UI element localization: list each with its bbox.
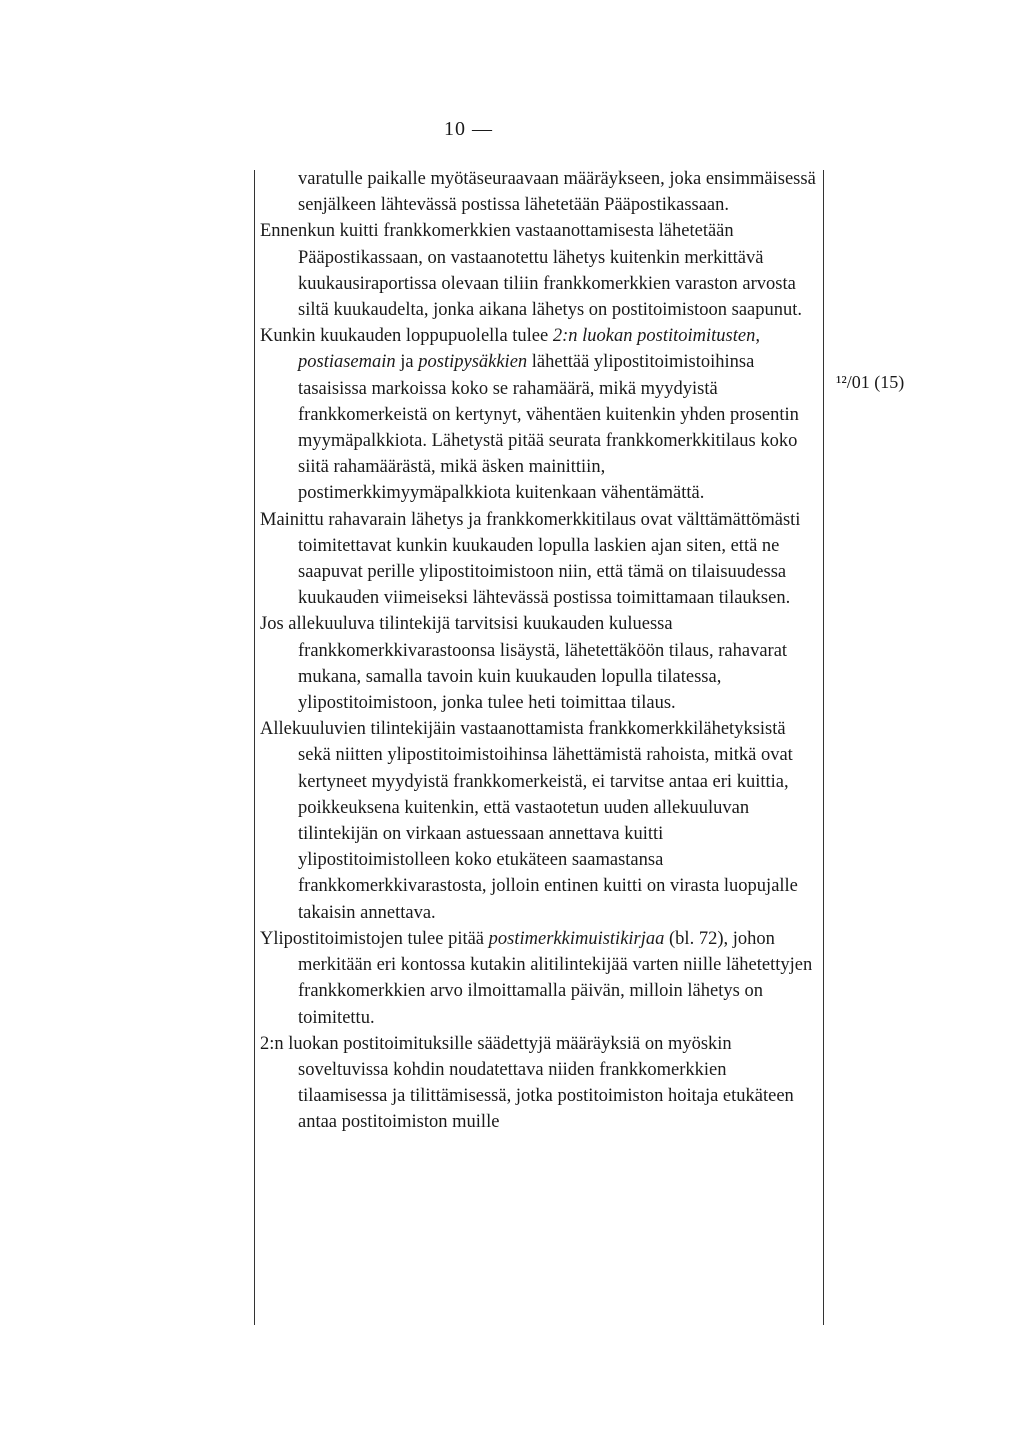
left-margin-rule bbox=[254, 170, 255, 1325]
paragraph: varatulle paikalle myötäseuraavaan määräykseen, joka ensimmäisessä senjälkeen lähtevässä postissa lähetetään Pääpostikassaan. bbox=[298, 169, 816, 216]
paragraph bbox=[260, 323, 816, 506]
paragraph: Allekuuluvien tilintekijäin vastaanottamista frankkomerkkilähetyksistä sekä niitten ylipostitoimistoihinsa lähettämistä rahoista, mitkä ovat kertyneet myydyistä frankkomerkeistä, ei tarvitse antaa eri kuittia, poikkeuksena kuitenkin, että vastaotetun uuden allekuuluvan tilintekijän on virkaan astuessaan annettava kuitti ylipostitoimistolleen koko etukäteen saamastansa frankkomerkkivarastosta, jolloin entinen kuitti on virasta luopujalle takaisin annettava. bbox=[260, 719, 798, 923]
margin-note bbox=[836, 372, 904, 393]
paragraph: Ennenkun kuitti frankkomerkkien vastaanottamisesta lähetetään Pääpostikassaan, on vastaanotettu lähetys kuitenkin merkittävä kuukausiraportissa olevaan tiliin frankkomerkkien varaston arvosta siltä kuukaudelta, jonka aikana lähetys on postitoimistoon saapunut. bbox=[260, 221, 803, 321]
margin-note-fraction: ¹²/01 bbox=[836, 372, 870, 392]
emphasized-term: postipysäkkien bbox=[418, 352, 528, 373]
paragraph: Mainittu rahavarain lähetys ja frankkomerkkitilaus ovat välttämättömästi toimitettavat kunkin kuukauden lopulla laskien ajan siten, että ne saapuvat perille ylipostitoimistoon niin, että tämä on tilaisuudessa kuukauden viimeiseksi lähtevässä postissa toimittamaan tilauksen. bbox=[260, 509, 801, 609]
paragraph-text: (bl. 72), johon merkitään eri kontossa kutakin alitilintekijää varten niille lähetettyjen frankkomerkkien arvo ilmoittamalla päivän, milloin lähetys on toimitettu. bbox=[298, 928, 813, 1028]
paragraph bbox=[260, 926, 816, 1031]
body-text bbox=[260, 166, 816, 1136]
paragraph: Jos allekuuluva tilintekijä tarvitsisi kuukauden kuluessa frankkomerkkivarastoonsa lisäystä, lähetettäköön tilaus, rahavarat mukana, samalla tavoin kuin kuukauden lopulla tilatessa, ylipostitoimistoon, jonka tulee heti toimittaa tilaus. bbox=[260, 614, 788, 714]
page-number: 10 — bbox=[444, 118, 493, 140]
emphasized-term: 2:n luokan postitoimitusten, postiasemain bbox=[298, 326, 760, 373]
margin-note-ref: (15) bbox=[874, 372, 905, 392]
paragraph-text: ja bbox=[395, 352, 419, 373]
right-margin-rule bbox=[823, 170, 824, 1325]
paragraph-text: Kunkin kuukauden loppupuolella tulee bbox=[260, 326, 553, 347]
paragraph: 2:n luokan postitoimituksille säädettyjä määräyksiä on myöskin soveltuvissa kohdin noudatettava niiden frankkomerkkien tilaamisessa ja tilittämisessä, jotka postitoimiston hoitaja etukäteen antaa postitoimiston muille bbox=[260, 1033, 794, 1133]
emphasized-term: postimerkkimuistikirjaa bbox=[488, 928, 665, 949]
paragraph-text: lähettää ylipostitoimistoihinsa tasaisissa markoissa koko se rahamäärä, mikä myydyistä frankkomerkeistä on kertynyt, vähentäen kuitenkin yhden prosentin myymäpalkkiota. Lähetystä pitää seurata frankkomerkkitilaus koko siitä rahamäärästä, mikä äsken mainittiin, postimerkkimyymäpalkkiota kuitenkaan vähentämättä. bbox=[298, 352, 799, 504]
paragraph-text: Ylipostitoimistojen tulee pitää bbox=[260, 928, 489, 949]
